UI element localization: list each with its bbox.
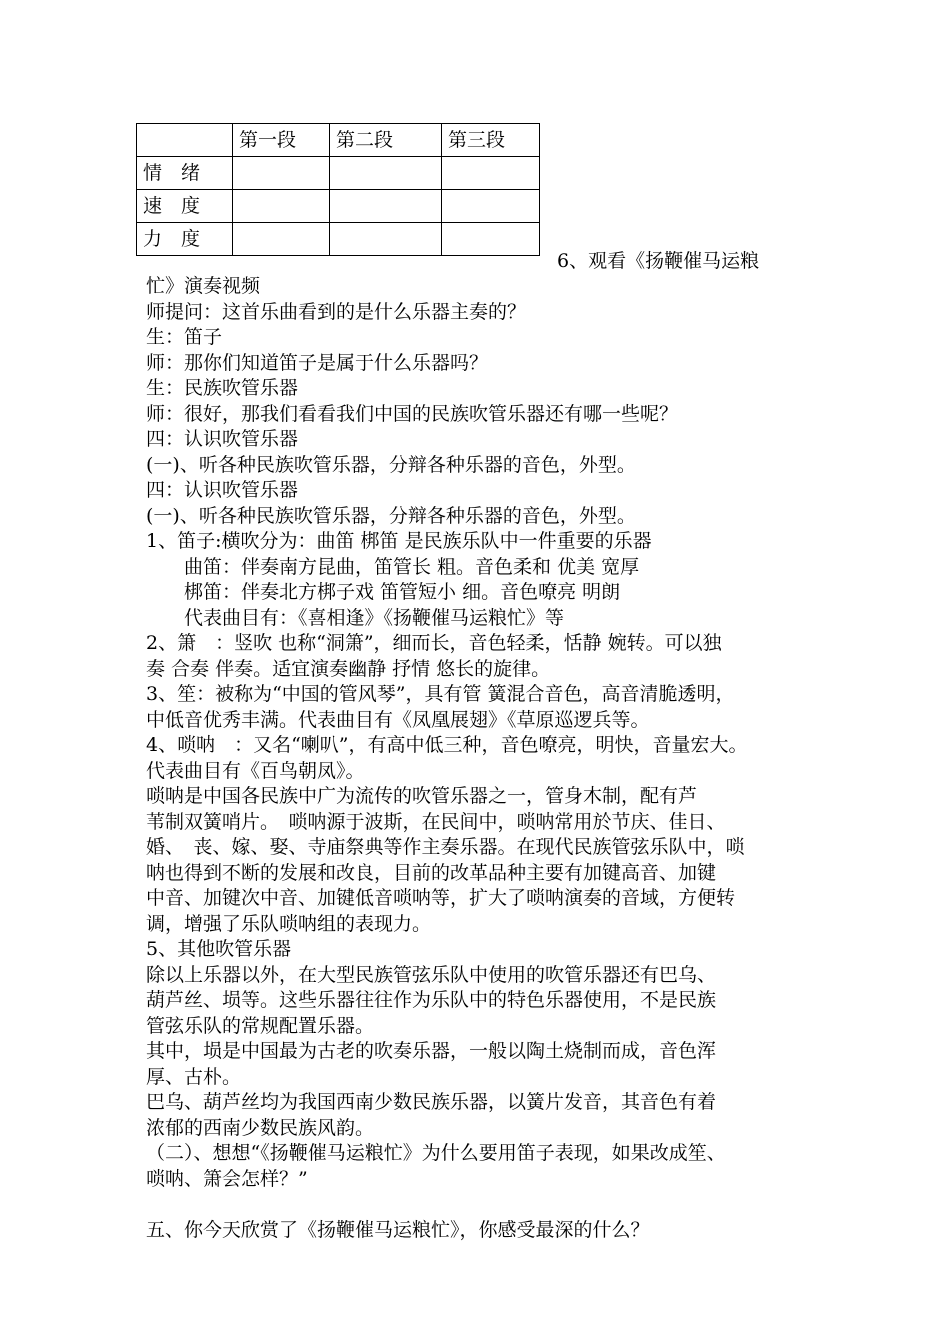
table-header-row bbox=[137, 124, 540, 157]
text-line: 唢呐、箫会怎样？” bbox=[146, 1167, 308, 1190]
table-header-cell: 第二段 bbox=[330, 124, 442, 157]
text-line: 浓郁的西南少数民族风韵。 bbox=[146, 1116, 375, 1139]
table-row bbox=[137, 157, 540, 190]
table-row-label: 力 度 bbox=[137, 223, 233, 256]
table-cell bbox=[233, 157, 330, 190]
text-line: 四：认识吹管乐器 bbox=[146, 428, 299, 450]
table-cell bbox=[442, 190, 540, 223]
text-line: 调，增强了乐队唢呐组的表现力。 bbox=[146, 912, 432, 935]
text-line: 其中，埙是中国最为古老的吹奏乐器，一般以陶土烧制而成，音色浑 bbox=[146, 1040, 717, 1062]
text-line: 奏 合奏 伴奏。适宜演奏幽静 抒情 悠长的旋律。 bbox=[146, 657, 551, 680]
table-row bbox=[137, 223, 540, 256]
text-line: 4、唢呐 ：又名“喇叭”，有高中低三种，音色嘹亮，明快，音量宏大。 bbox=[146, 734, 748, 756]
text-line: 厚、古朴。 bbox=[146, 1065, 242, 1088]
text-line: 婚、 丧、嫁、娶、寺庙祭典等作主奏乐器。在现代民族管弦乐队中，唢 bbox=[146, 836, 745, 858]
text-line: 生：民族吹管乐器 bbox=[146, 377, 299, 399]
table-header-cell: 第一段 bbox=[233, 124, 330, 157]
table-cell bbox=[330, 223, 442, 256]
text-line: 除以上乐器以外，在大型民族管弦乐队中使用的吹管乐器还有巴乌、 bbox=[146, 963, 717, 986]
text-line: 代表曲目有《百鸟朝凤》。 bbox=[146, 759, 365, 782]
text-line: 管弦乐队的常规配置乐器。 bbox=[146, 1014, 375, 1037]
text-line: （二）、想想“《扬鞭催马运粮忙》为什么要用笛子表现，如果改成笙、 bbox=[146, 1142, 726, 1164]
text-line: 中低音优秀丰满。代表曲目有《凤凰展翅》《草原巡逻兵等。 bbox=[146, 708, 650, 731]
text-line: 5、其他吹管乐器 bbox=[146, 938, 292, 960]
item6-heading-part2: 忙》演奏视频 bbox=[146, 275, 261, 297]
item6-heading-part1: 6、观看《扬鞭催马运粮 bbox=[557, 250, 760, 272]
text-line: 中音、加键次中音、加键低音唢呐等，扩大了唢呐演奏的音域，方便转 bbox=[146, 887, 736, 909]
text-line: (一)、听各种民族吹管乐器，分辩各种乐器的音色，外型。 bbox=[146, 504, 636, 527]
text-line: 1、笛子:横吹分为：曲笛 梆笛 是民族乐队中一件重要的乐器 bbox=[146, 530, 652, 552]
text-line: 2、箫 ：竖吹 也称“洞箫”，细而长，音色轻柔，恬静 婉转。可以独 bbox=[146, 632, 722, 654]
table-cell bbox=[442, 223, 540, 256]
text-line: 唢呐是中国各民族中广为流传的吹管乐器之一，管身木制，配有芦 bbox=[146, 785, 698, 807]
text-line: (一)、听各种民族吹管乐器，分辩各种乐器的音色，外型。 bbox=[146, 453, 636, 476]
text-line: 师：那你们知道笛子是属于什么乐器吗？ bbox=[146, 351, 489, 374]
table-cell bbox=[233, 223, 330, 256]
text-line: 五、你今天欣赏了《扬鞭催马运粮忙》，你感受最深的什么？ bbox=[146, 1218, 650, 1241]
text-line: 苇制双簧哨片。 唢呐源于波斯，在民间中，唢呐常用於节庆、佳日、 bbox=[146, 810, 726, 833]
table-header-cell bbox=[137, 124, 233, 157]
text-line: 四：认识吹管乐器 bbox=[146, 479, 299, 501]
table-row-label: 速 度 bbox=[137, 190, 233, 223]
table-cell bbox=[442, 157, 540, 190]
text-line: 师：很好，那我们看看我们中国的民族吹管乐器还有哪一些呢？ bbox=[146, 402, 679, 425]
table-row bbox=[137, 190, 540, 223]
text-line: 呐也得到不断的发展和改良，目前的改革品种主要有加键高音、加键 bbox=[146, 861, 717, 884]
table-cell bbox=[330, 190, 442, 223]
text-line: 3、笙：被称为“中国的管风琴”，具有管 簧混合音色，高音清脆透明， bbox=[146, 683, 735, 705]
emotion-speed-strength-table bbox=[136, 123, 540, 256]
text-line: 曲笛：伴奏南方昆曲，笛管长 粗。音色柔和 优美 宽厚 bbox=[146, 555, 640, 578]
table-cell bbox=[330, 157, 442, 190]
table-cell bbox=[233, 190, 330, 223]
text-line: 梆笛：伴奏北方梆子戏 笛管短小 细。音色嘹亮 明朗 bbox=[146, 581, 621, 603]
text-line: 代表曲目有：《喜相逢》《扬鞭催马运粮忙》等 bbox=[146, 606, 565, 629]
table-header-cell: 第三段 bbox=[442, 124, 540, 157]
table-row-label: 情 绪 bbox=[137, 157, 233, 190]
text-line: 葫芦丝、埙等。这些乐器往往作为乐队中的特色乐器使用，不是民族 bbox=[146, 989, 717, 1011]
text-line: 师提问：这首乐曲看到的是什么乐器主奏的？ bbox=[146, 300, 527, 323]
text-line: 巴乌、葫芦丝均为我国西南少数民族乐器，以簧片发音，其音色有着 bbox=[146, 1091, 717, 1113]
text-line: 生：笛子 bbox=[146, 326, 223, 348]
